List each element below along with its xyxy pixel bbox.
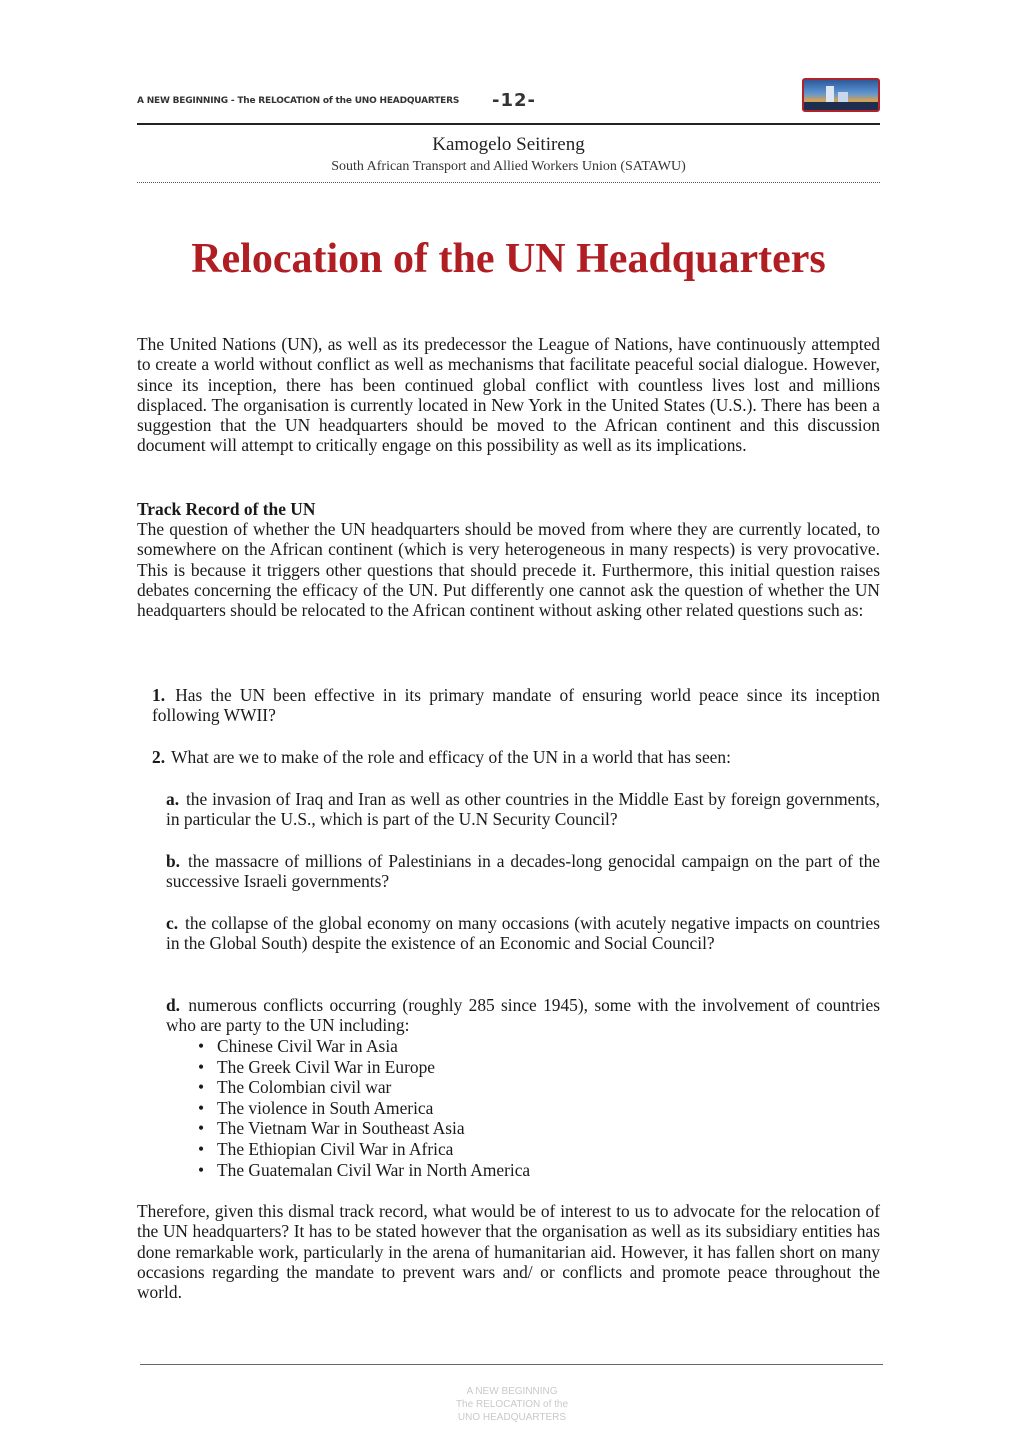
running-header-title: A NEW BEGINNING - The RELOCATION of the UNO HEADQUARTERS (137, 96, 460, 106)
section-paragraph: The question of whether the UN headquarters should be moved from where they are currently located, to somewhere on the African continent (which is very heterogeneous in many respects) is very provocative. This is because it triggers other questions that should precede it. Furthermore, this initial question raises debates concerning the efficacy of the UN. Put differently one cannot ask the question of whether the UN headquarters should be relocated to the African continent without asking other related questions such as: (137, 519, 880, 621)
list-item-text: Chinese Civil War in Asia (217, 1036, 398, 1056)
header-rule (137, 123, 880, 125)
footer-line: UNO HEADQUARTERS (457, 1412, 567, 1423)
question-text: What are we to make of the role and efficacy of the UN in a world that has seen: (171, 747, 731, 767)
sub-question-item (166, 851, 880, 892)
bullet-icon: • (198, 1056, 205, 1077)
question-number: 2. (152, 747, 166, 767)
footer-line: The RELOCATION of the (455, 1399, 569, 1410)
sub-question-text: the collapse of the global economy on many occasions (with acutely negative impacts on countries in the Global South) despite the existence of an Economic and Social Council? (166, 913, 880, 954)
list-item-text: The Guatemalan Civil War in North America (217, 1159, 531, 1180)
sub-question-item (166, 913, 880, 954)
list-item (190, 1057, 530, 1078)
publication-logo-image (802, 78, 880, 112)
list-item-text: The Ethiopian Civil War in Africa (217, 1138, 454, 1159)
footer-rule (140, 1364, 883, 1365)
sub-question-letter: b. (166, 851, 181, 871)
sub-question-letter: a. (166, 789, 180, 809)
sub-question-letter: d. (166, 995, 181, 1015)
question-item (152, 685, 880, 726)
list-item (190, 1139, 530, 1160)
conclusion-paragraph: Therefore, given this dismal track record, what would be of interest to us to advocate for the relocation of the UN headquarters? It has to be stated however that the organisation as well as its subsidiary entities has done remarkable work, particularly in the arena of humanitarian aid. However, it has fallen short on many occasions regarding the mandate to prevent wars and/ or conflicts and promote peace throughout the world. (137, 1201, 880, 1303)
list-item-text: The Colombian civil war (217, 1077, 392, 1098)
bullet-icon: • (198, 1077, 205, 1098)
author-organization: South African Transport and Allied Workers Union (SATAWU) (331, 159, 686, 174)
bullet-icon: • (198, 1036, 205, 1056)
dotted-divider (137, 182, 880, 183)
author-name: Kamogelo Seitireng (432, 134, 585, 155)
question-number: 1. (152, 685, 166, 705)
question-item (152, 747, 880, 767)
intro-paragraph: The United Nations (UN), as well as its predecessor the League of Nations, have continuously attempted to create a world without conflict as well as mechanisms that facilitate peaceful social dialogue. However, since its inception, there has been continued global conflict with countless lives lost and millions displaced. The organisation is currently located in New York in the United States (U.S.). There has been a suggestion that the UN headquarters should be moved to the African continent and this discussion document will attempt to critically engage on this possibility as well as its implications. (137, 334, 880, 456)
page-footer (0, 1385, 1024, 1424)
conflicts-list (190, 1036, 530, 1180)
bullet-icon: • (198, 1138, 205, 1159)
list-item-text: The Vietnam War in Southeast Asia (217, 1118, 465, 1139)
list-item (190, 1118, 530, 1139)
list-item (190, 1077, 530, 1098)
running-header (137, 90, 880, 114)
list-item (190, 1036, 530, 1057)
article-title: Relocation of the UN Headquarters (191, 236, 826, 282)
list-item-text: The violence in South America (217, 1097, 434, 1118)
sub-question-text: the massacre of millions of Palestinians in a decades-long genocidal campaign on the part of the successive Israeli governments? (166, 851, 880, 892)
sub-question-text: the invasion of Iraq and Iran as well as other countries in the Middle East by foreign governments, in particular the U.S., which is part of the U.N Security Council? (166, 789, 880, 830)
list-item-text: The Greek Civil War in Europe (217, 1056, 436, 1077)
page-number: -12- (492, 90, 536, 111)
bullet-icon: • (198, 1097, 205, 1118)
sub-question-item (166, 995, 880, 1036)
footer-line: A NEW BEGINNING (466, 1386, 558, 1397)
sub-question-item (166, 789, 880, 830)
sub-question-letter: c. (166, 913, 179, 933)
bullet-icon: • (198, 1159, 205, 1180)
list-item (190, 1160, 530, 1181)
author-block (137, 133, 880, 177)
section-heading: Track Record of the UN (137, 499, 316, 519)
list-item (190, 1098, 530, 1119)
sub-question-text: numerous conflicts occurring (roughly 285 since 1945), some with the involvement of countries who are party to the UN including: (166, 995, 880, 1036)
question-text: Has the UN been effective in its primary mandate of ensuring world peace since its inception following WWII? (152, 685, 880, 726)
bullet-icon: • (198, 1118, 205, 1139)
